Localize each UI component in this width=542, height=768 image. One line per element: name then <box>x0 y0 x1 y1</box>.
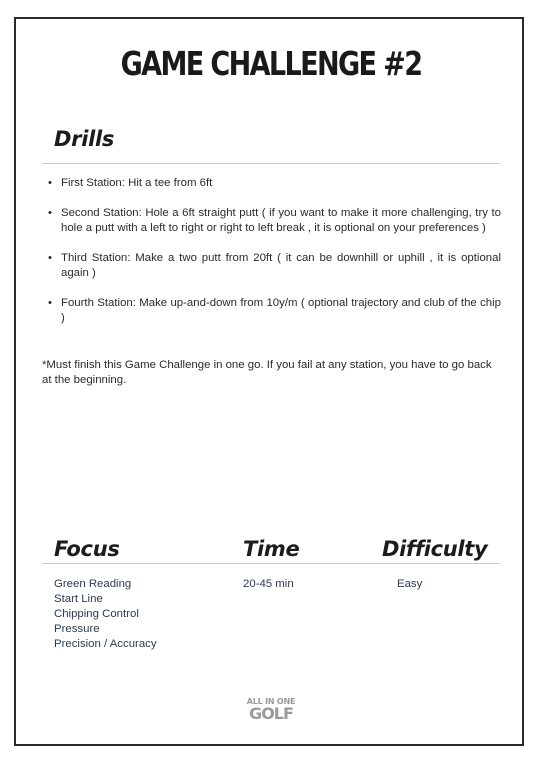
bullet-icon: • <box>48 252 52 264</box>
bullet-icon: • <box>48 177 52 189</box>
focus-item: Pressure <box>54 623 100 635</box>
info-divider <box>42 563 500 564</box>
difficulty-value: Easy <box>397 578 423 590</box>
focus-item: Start Line <box>54 593 103 605</box>
drills-heading: Drills <box>54 127 115 151</box>
focus-item: Green Reading <box>54 578 132 590</box>
logo-line-top: ALL IN ONE <box>246 697 296 706</box>
bullet-icon: • <box>48 297 52 309</box>
drill-item-text: Third Station: Make a two putt from 20ft ( it can be downhill or uphill , it is optional again ) <box>61 252 501 279</box>
drill-item-third-station <box>42 251 501 281</box>
focus-item: Chipping Control <box>54 608 139 620</box>
logo-line-bottom: GOLF <box>249 704 293 723</box>
drill-item-text: First Station: Hit a tee from 6ft <box>61 177 213 189</box>
focus-list <box>54 577 157 652</box>
time-heading: Time <box>243 537 300 561</box>
drill-item-second-station <box>42 206 501 236</box>
challenge-note: *Must finish this Game Challenge in one go. If you fail at any station, you have to go back at the beginning. <box>42 359 492 386</box>
drills-divider <box>42 163 500 164</box>
difficulty-heading: Difficulty <box>382 537 488 561</box>
drill-list <box>42 176 501 341</box>
bullet-icon: • <box>48 207 52 219</box>
drill-item-fourth-station <box>42 296 501 326</box>
focus-item: Precision / Accuracy <box>54 638 157 650</box>
brand-logo <box>232 697 310 722</box>
focus-heading: Focus <box>54 537 120 561</box>
drill-item-first-station <box>42 176 501 191</box>
drill-item-text: Second Station: Hole a 6ft straight putt ( if you want to make it more challenging, try to hole a putt with a left to right or right to left break , it is optional on your preferences ) <box>61 207 501 234</box>
time-value: 20-45 min <box>243 578 294 590</box>
page-title: GAME CHALLENGE #2 <box>120 44 422 83</box>
drill-item-text: Fourth Station: Make up-and-down from 10y/m ( optional trajectory and club of the chip ) <box>61 297 501 324</box>
